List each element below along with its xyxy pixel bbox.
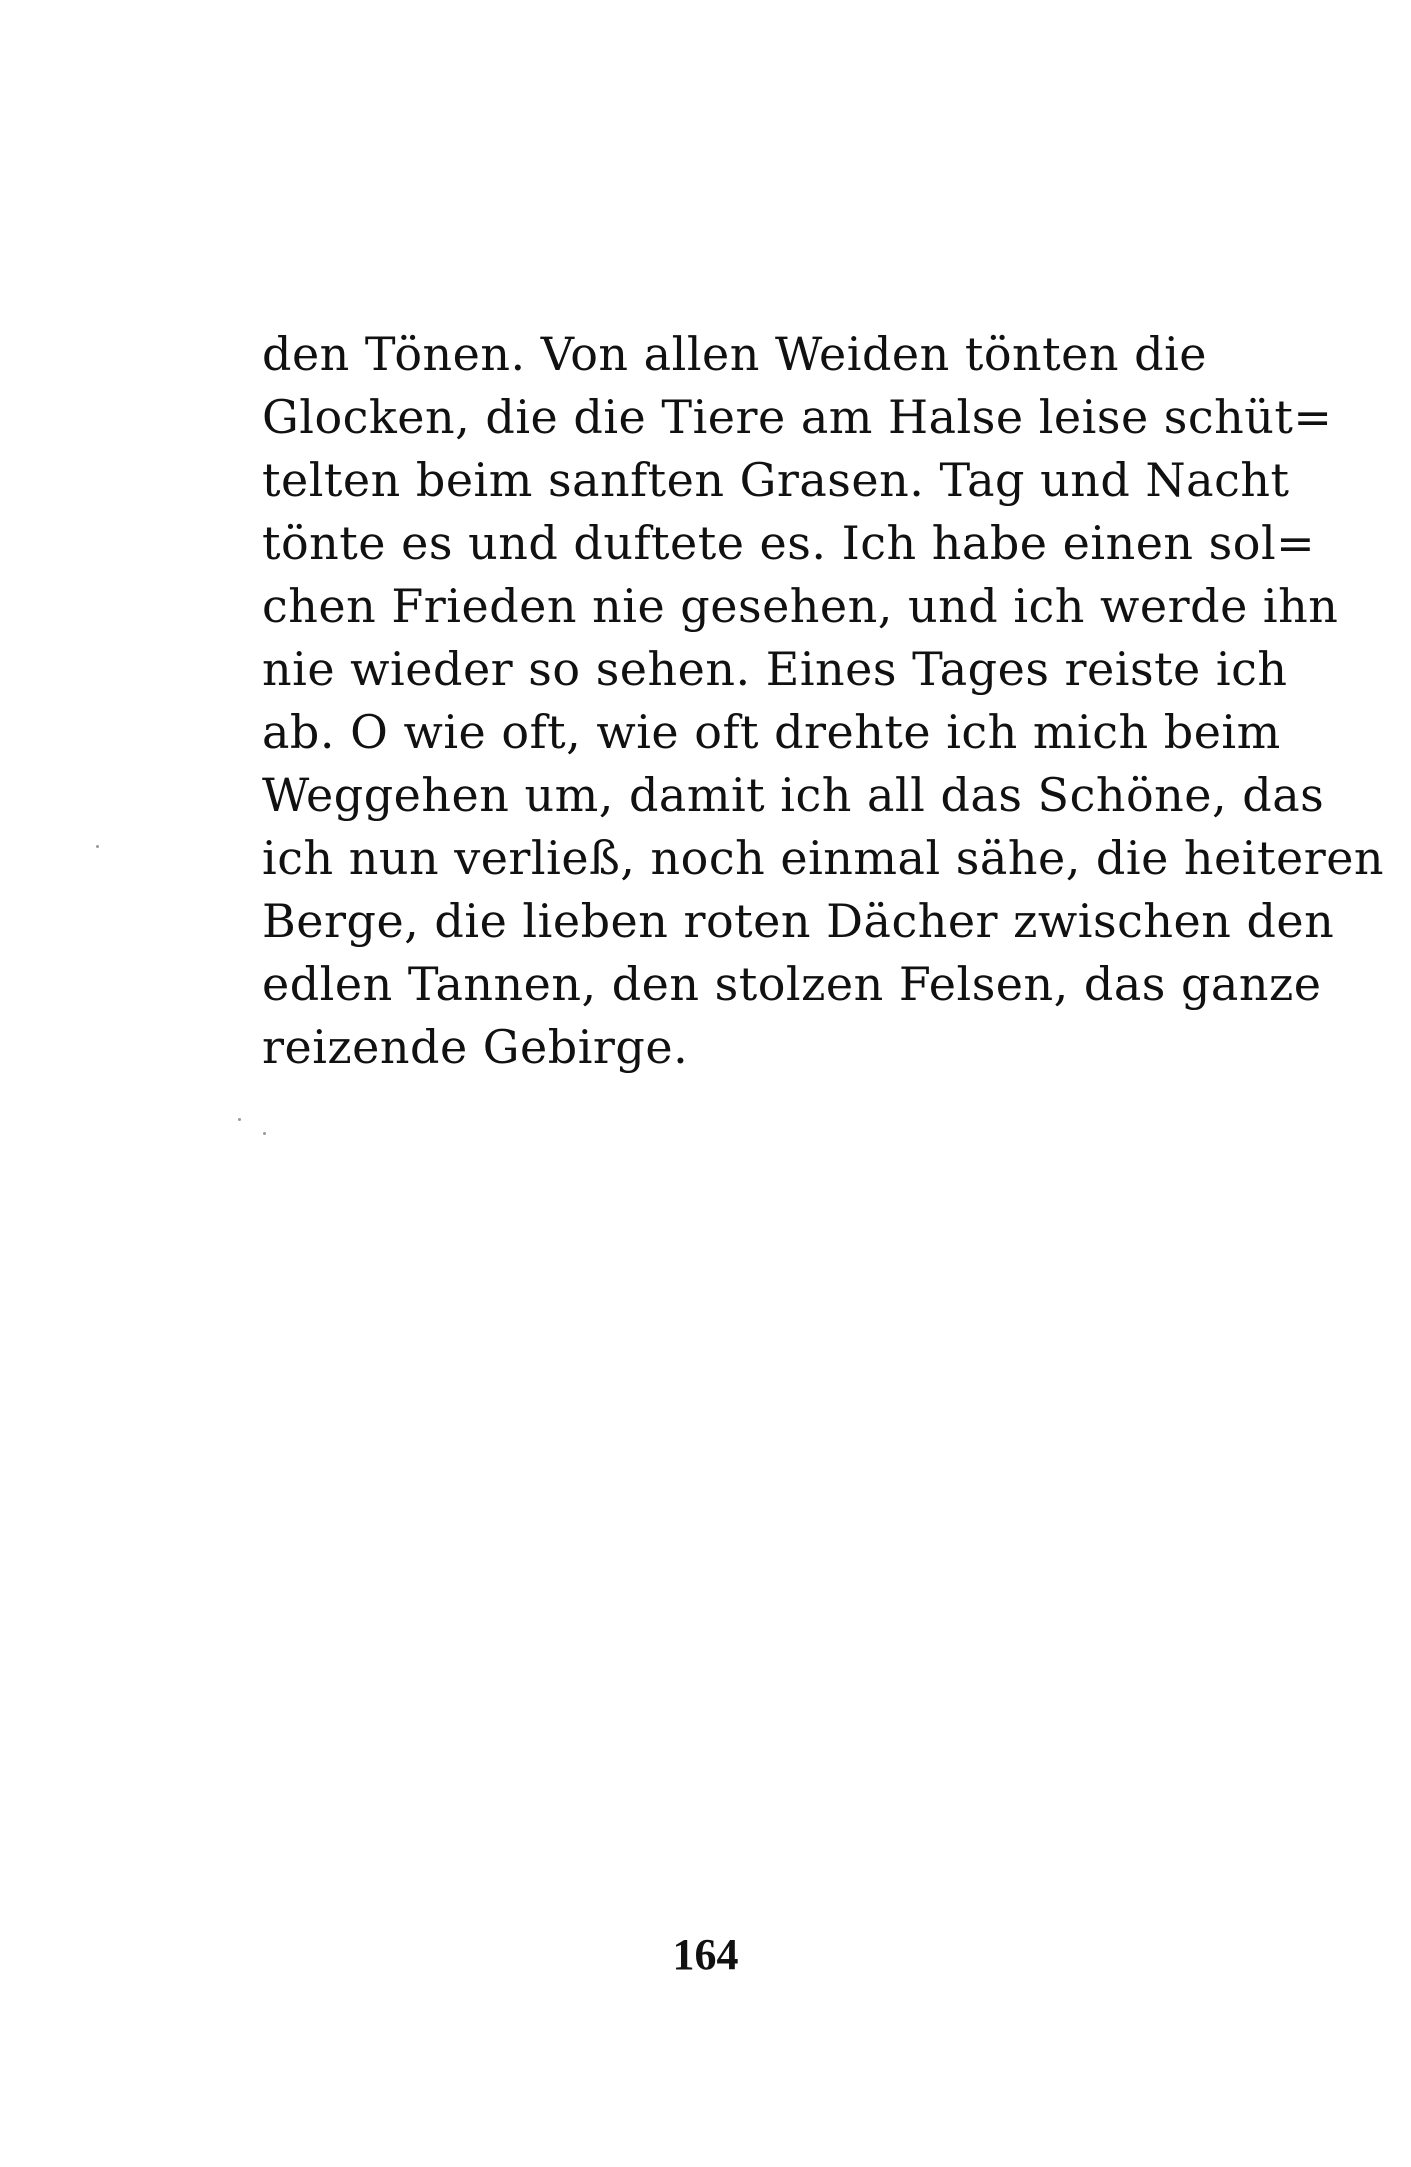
- paper-speck: [263, 1132, 266, 1135]
- body-text: [262, 323, 1385, 1079]
- text-line: edlen Tannen, den stolzen Felsen, das ganze: [262, 957, 1322, 1011]
- page-number: 164: [672, 1930, 739, 1979]
- text-line: Berge, die lieben roten Dächer zwischen den: [262, 894, 1335, 948]
- paper-speck: [238, 1118, 241, 1121]
- text-line: telten beim sanften Grasen. Tag und Nacht: [262, 453, 1290, 507]
- text-line: Weggehen um, damit ich all das Schöne, das: [262, 768, 1325, 822]
- text-line: ich nun verließ, noch einmal sähe, die heiteren: [262, 831, 1385, 885]
- text-line: nie wieder so sehen. Eines Tages reiste ich: [262, 642, 1288, 696]
- text-line: chen Frieden nie gesehen, und ich werde ihn: [262, 579, 1339, 633]
- text-line: Glocken, die die Tiere am Halse leise schüt=: [262, 390, 1333, 444]
- text-line: tönte es und duftete es. Ich habe einen sol=: [262, 516, 1316, 570]
- text-line: ab. O wie oft, wie oft drehte ich mich beim: [262, 705, 1281, 759]
- text-line: reizende Gebirge.: [262, 1020, 689, 1074]
- paper-speck: [96, 845, 99, 848]
- text-line: den Tönen. Von allen Weiden tönten die: [262, 327, 1208, 381]
